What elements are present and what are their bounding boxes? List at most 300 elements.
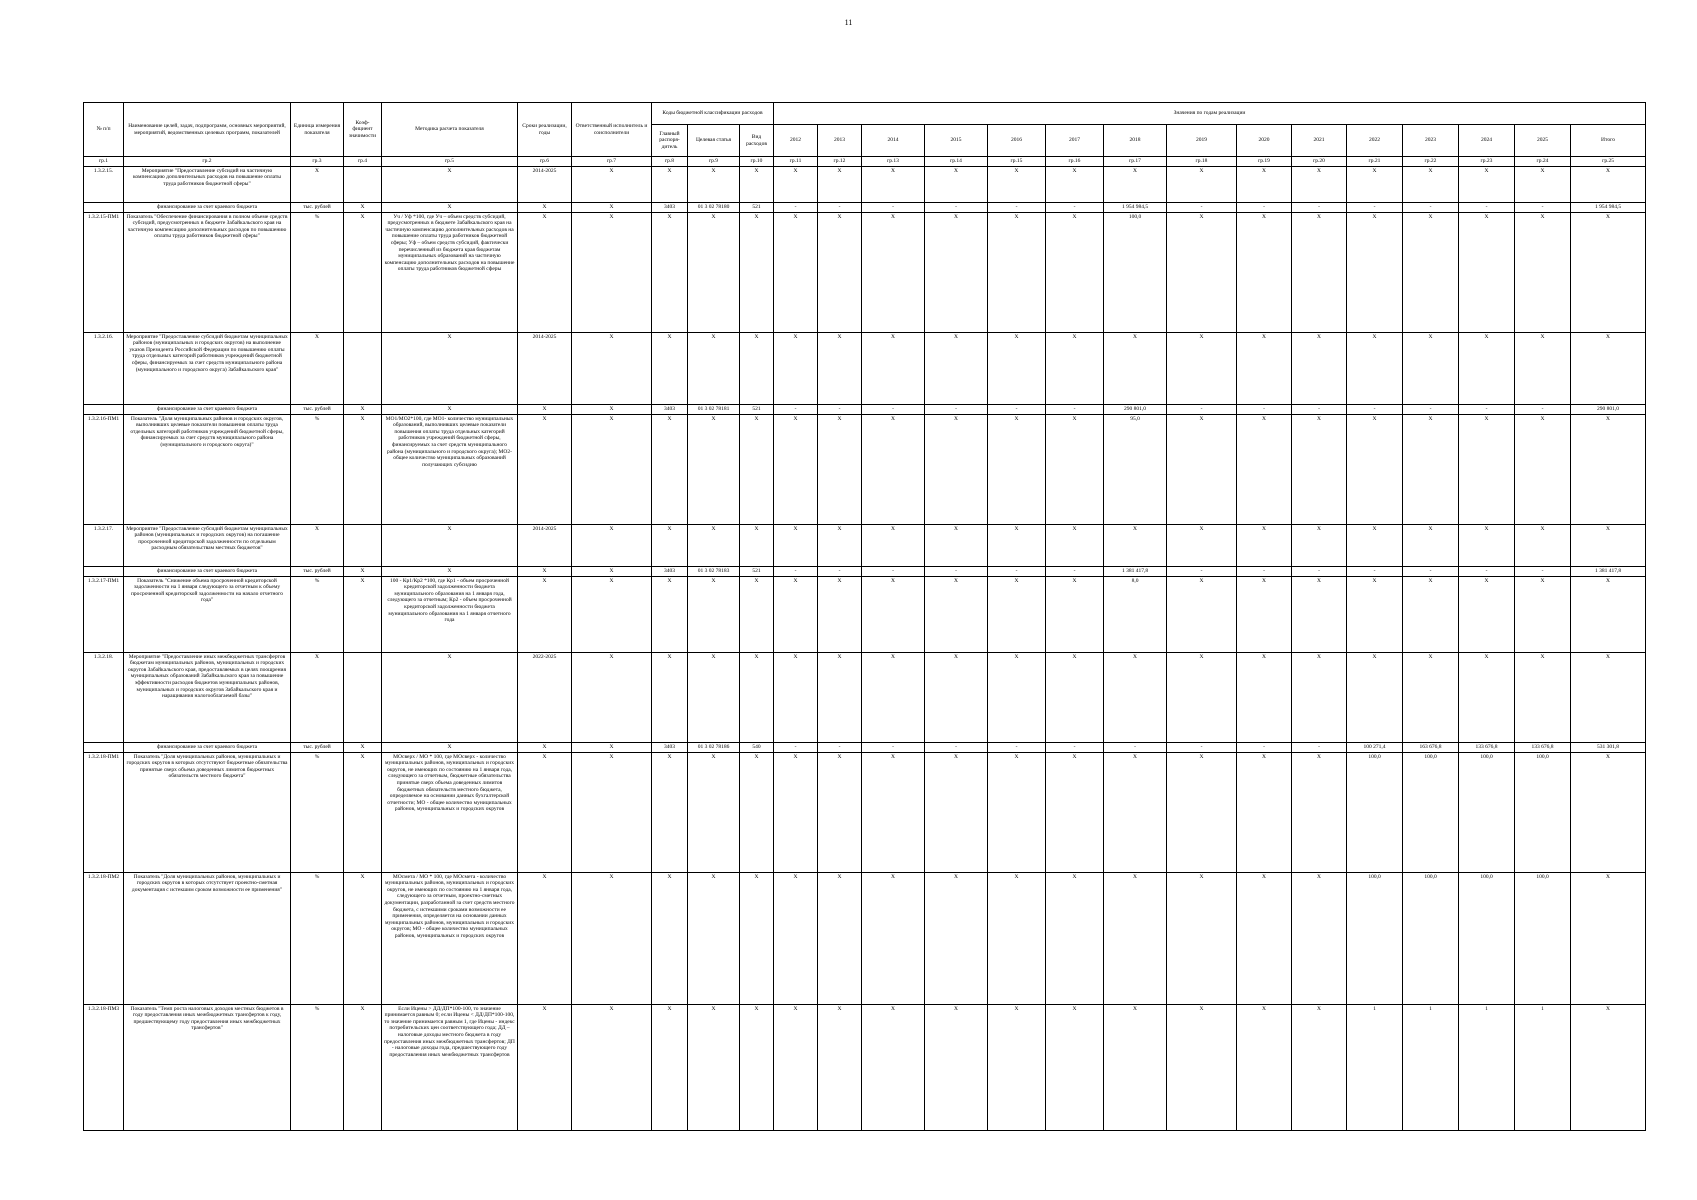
table-cell: X [925,332,988,404]
table-cell: - [818,566,862,576]
table-cell: X [1459,652,1515,742]
table-cell: X [1237,524,1292,566]
header-year: Итого [1571,125,1646,157]
table-cell: X [1237,166,1292,202]
table-cell: X [652,752,688,872]
table-cell: X [988,524,1046,566]
column-number: гр.8 [652,157,688,167]
table-cell: X [688,872,740,1004]
table-cell: - [988,404,1046,414]
table-cell: X [291,652,344,742]
table-cell: Показатель "Доля муниципальных районов и городских округов, выполнивших целевые показатели повышения оплаты труда отдельных категорий работников учреждений бюджетной сферы, финансируемых за счет средств муниципального района (муниципального и городского округа)" [124,414,291,524]
table-cell: - [862,742,925,752]
table-cell: X [1347,652,1403,742]
table-cell: X [518,202,572,212]
column-number: гр.17 [1104,157,1167,167]
table-cell: X [774,524,818,566]
table-cell: - [862,202,925,212]
table-cell: 1.3.2.18. [84,652,124,742]
table-row [84,524,1646,566]
column-number: гр.19 [1237,157,1292,167]
table-cell: X [774,332,818,404]
table-cell: X [1571,414,1646,524]
header-year: 2016 [988,125,1046,157]
table-cell: X [1292,332,1347,404]
table-cell: X [1237,1004,1292,1130]
table-cell: 100,0 [1459,752,1515,872]
table-cell: 1.3.2.17. [84,524,124,566]
table-cell: X [1347,576,1403,652]
table-cell: X [740,414,774,524]
table-cell: - [862,566,925,576]
table-cell: X [1347,166,1403,202]
table-cell: X [1167,332,1237,404]
table-cell: X [1347,414,1403,524]
table-cell [344,524,382,566]
table-cell: X [518,1004,572,1130]
table-cell [344,652,382,742]
table-cell: - [1167,742,1237,752]
table-cell: X [1403,212,1459,332]
table-cell: X [1046,1004,1104,1130]
table-cell: X [572,752,652,872]
header-name: Наименование целей, задач, подпрограмм, основных мероприятий, мероприятий, ведомственных целевых программ, показателей [124,103,291,157]
table-cell: X [572,202,652,212]
table-cell: X [291,332,344,404]
table-cell: X [572,1004,652,1130]
table-cell: 290 801,0 [1104,404,1167,414]
table-row [84,414,1646,524]
column-number: гр.15 [988,157,1046,167]
table-cell: X [1571,212,1646,332]
table-cell: - [925,202,988,212]
table-cell: 290 801,0 [1571,404,1646,414]
table-cell: - [1515,566,1571,576]
table-cell: X [572,332,652,404]
table-cell: X [652,524,688,566]
table-cell: Уч / Уф *100, где Уч – объем средств субсидий, предусмотренных в бюджете Забайкальского края на частичную компенсацию дополнительных расходов на повышение оплаты труда работников бюджетной сферы; Уф – объем средств субсидий, фактически перечисленный из бюджета края бюджетам муниципальных образований на частичную компенсацию дополнительных расходов на повышение оплаты труда работников бюджетной сферы [382,212,518,332]
table-cell: X [988,872,1046,1004]
table-cell: - [774,742,818,752]
table-cell: X [740,166,774,202]
table-cell: X [1459,524,1515,566]
table-cell: 1.3.2.16-ПМ1 [84,414,124,524]
table-cell: X [1571,524,1646,566]
table-cell: X [862,212,925,332]
table-cell: X [774,166,818,202]
table-cell: X [1046,212,1104,332]
table-cell: X [862,166,925,202]
table-cell: - [988,202,1046,212]
table-cell: X [1515,332,1571,404]
table-cell: 3403 [652,404,688,414]
table-cell: 1.3.2.18-ПМ1 [84,752,124,872]
table-cell: X [1347,524,1403,566]
table-cell: 01 3 02 78186 [688,742,740,752]
table-cell: X [1515,166,1571,202]
header-unit: Единица измерения показателя [291,103,344,157]
table-cell: X [572,576,652,652]
table-cell: X [1571,332,1646,404]
column-number: гр.20 [1292,157,1347,167]
table-cell: X [518,872,572,1004]
table-cell: 8,0 [1104,576,1167,652]
table-cell: X [1167,1004,1237,1130]
table-cell: X [818,332,862,404]
table-cell: X [572,212,652,332]
table-cell: X [1167,414,1237,524]
table-cell: X [688,652,740,742]
table-cell: 100,0 [1347,872,1403,1004]
table-cell: % [291,872,344,1004]
table-cell: X [1292,524,1347,566]
table-cell: 2014-2025 [518,166,572,202]
table-cell: финансирование за счет краевого бюджета [124,742,291,752]
table-cell: X [1104,1004,1167,1130]
header-main-manager: Главный распоря-дитель [652,125,688,157]
table-cell: X [818,1004,862,1130]
table-cell: X [1515,524,1571,566]
table-cell: X [774,652,818,742]
table-cell: X [1237,332,1292,404]
table-cell: X [1167,752,1237,872]
column-number: гр.5 [382,157,518,167]
table-cell: 3403 [652,566,688,576]
table-cell: 01 3 02 78180 [688,202,740,212]
table-cell: тыс. рублей [291,202,344,212]
table-cell: X [740,212,774,332]
table-cell: - [1459,566,1515,576]
table-cell: 1 [1459,1004,1515,1130]
table-cell: X [988,652,1046,742]
table-cell: Мероприятие "Предоставление субсидий бюджетам муниципальных районов (муниципальных и городских округов) на выполнение указов Президента Российской Федерации по повышению оплаты труда отдельных категорий работников учреждений бюджетной сферы, финансируемых за счет средств муниципального района (муниципального и городского округа) Забайкальского края" [124,332,291,404]
table-cell: X [1046,414,1104,524]
column-number: гр.6 [518,157,572,167]
table-cell: X [652,652,688,742]
table-cell: финансирование за счет краевого бюджета [124,404,291,414]
table-cell: 1.3.2.15-ПМ1 [84,212,124,332]
table-cell: X [518,404,572,414]
table-cell: X [688,166,740,202]
table-cell: X [818,524,862,566]
table-cell: X [652,166,688,202]
table-cell: X [925,414,988,524]
table-cell: % [291,576,344,652]
table-cell: X [382,404,518,414]
column-number: гр.24 [1515,157,1571,167]
header-num: № п/п [84,103,124,157]
table-cell: X [688,212,740,332]
header-year: 2013 [818,125,862,157]
table-cell: X [344,414,382,524]
table-cell: - [1459,404,1515,414]
table-cell: X [818,576,862,652]
table-cell: X [1403,414,1459,524]
table-cell: X [344,202,382,212]
table-cell: X [518,742,572,752]
table-cell: X [518,576,572,652]
table-cell: X [862,652,925,742]
table-cell: X [1292,212,1347,332]
table-cell: Если Ицены > ДД/ДП*100-100, то значение принимается равным 0; если Ицены < ДД/ДП*100-100, то значение принимается равным 1, где Ицены - индекс потребительских цен соответствующего года; ДД – налоговые доходы местного бюджета в году предоставления иных межбюджетных трансфертов; ДП - налоговые доходы года, предшествующего году предоставления иных межбюджетных трансфертов [382,1004,518,1130]
table-row [84,752,1646,872]
column-number: гр.12 [818,157,862,167]
table-cell: - [1292,742,1347,752]
table-cell: X [1237,752,1292,872]
table-cell: - [1104,742,1167,752]
table-cell: X [862,524,925,566]
table-cell: X [518,212,572,332]
table-cell: % [291,414,344,524]
table-cell: X [572,872,652,1004]
header-expense-type: Вид расходов [740,125,774,157]
table-row [84,872,1646,1004]
header-year: 2023 [1403,125,1459,157]
table-cell: 2022-2025 [518,652,572,742]
table-cell: X [1237,652,1292,742]
table-cell [344,166,382,202]
table-cell: X [688,576,740,652]
table-cell: X [688,414,740,524]
table-cell: - [1347,566,1403,576]
column-number: гр.2 [124,157,291,167]
table-cell: X [518,566,572,576]
table-cell: 100,0 [1515,752,1571,872]
header-year: 2012 [774,125,818,157]
table-cell: тыс. рублей [291,404,344,414]
table-cell: - [1237,202,1292,212]
table-row [84,652,1646,742]
table-cell: X [1104,166,1167,202]
header-year: 2021 [1292,125,1347,157]
table-cell: X [818,166,862,202]
table-cell: X [572,166,652,202]
table-cell: X [1292,166,1347,202]
column-number: гр.10 [740,157,774,167]
table-cell: X [925,212,988,332]
table-cell: X [862,872,925,1004]
table-cell: X [925,752,988,872]
table-cell: X [862,1004,925,1130]
table-cell: X [1237,414,1292,524]
table-cell: X [1237,576,1292,652]
table-cell: X [572,414,652,524]
table-cell: X [1046,524,1104,566]
table-cell: X [688,332,740,404]
table-cell: X [1515,212,1571,332]
table-cell: 95,0 [1104,414,1167,524]
table-cell: 3403 [652,202,688,212]
table-cell: X [1237,872,1292,1004]
table-cell: X [1167,652,1237,742]
table-cell: X [1292,872,1347,1004]
column-number-row [84,157,1646,167]
table-cell: X [774,752,818,872]
table-cell: X [740,752,774,872]
table-cell: % [291,1004,344,1130]
table-cell: X [1167,872,1237,1004]
table-cell: X [774,212,818,332]
table-cell: X [1571,1004,1646,1130]
table-cell [84,742,124,752]
table-cell: - [925,742,988,752]
table-cell: X [382,652,518,742]
table-cell: 01 3 02 78181 [688,404,740,414]
table-cell: 100,0 [1347,752,1403,872]
table-cell: X [572,566,652,576]
header-year: 2015 [925,125,988,157]
table-cell: 521 [740,566,774,576]
table-cell: X [1292,1004,1347,1130]
table-cell: X [988,212,1046,332]
table-cell: X [1403,576,1459,652]
table-cell [84,202,124,212]
table-cell: МОсверх / МО * 100, где МОсверх - количество муниципальных районов, муниципальных и городских округов, не имеющих по состоянию на 1 января года, следующего за отчетным, бюджетные обязательства принятые сверх объема доведенных лимитов бюджетных обязательств местного бюджета, определяемое на основании данных бухгалтерской отчетности; МО - общее количество муниципальных районов, муниципальных и городских округов [382,752,518,872]
table-cell: X [818,414,862,524]
table-cell: X [1347,212,1403,332]
table-cell: X [774,1004,818,1130]
table-cell: X [1403,332,1459,404]
header-values: Значения по годам реализации [774,103,1646,125]
table-cell: 521 [740,404,774,414]
table-cell: X [1403,166,1459,202]
table-cell: 1.3.2.17-ПМ1 [84,576,124,652]
table-cell: X [1459,414,1515,524]
table-cell: X [1571,166,1646,202]
header-coef: Коэф-фициент значимости [344,103,382,157]
table-cell: - [1515,404,1571,414]
table-cell: 2014-2025 [518,332,572,404]
table-cell: X [1292,414,1347,524]
column-number: гр.4 [344,157,382,167]
table-cell: - [1167,404,1237,414]
table-cell: - [818,202,862,212]
header-year: 2017 [1046,125,1104,157]
table-row [84,1004,1646,1130]
table-cell: 531 301,8 [1571,742,1646,752]
table-cell: - [1046,742,1104,752]
page-number: 11 [844,18,853,27]
table-cell: - [818,404,862,414]
table-cell: Мероприятие "Предоставление иных межбюджетных трансфертов бюджетам муниципальных районов, муниципальных и городских округов Забайкальского края, предоставляемых в целях поощрения муниципальных образований Забайкальского края за повышение эффективности расходов бюджетов муниципальных районов, муниципальных и городских округов Забайкальского края и наращивания налогооблагаемой базы" [124,652,291,742]
table-cell: - [1167,202,1237,212]
table-cell: X [818,872,862,1004]
table-cell: X [988,1004,1046,1130]
header-budget-codes: Коды бюджетной классификации расходов [652,103,774,125]
table-cell: - [1237,404,1292,414]
table-cell: - [1403,566,1459,576]
column-number: гр.22 [1403,157,1459,167]
column-number: гр.7 [572,157,652,167]
table-cell: X [1459,166,1515,202]
header-year: 2019 [1167,125,1237,157]
table-cell: - [988,566,1046,576]
header-target-article: Целевая статья [688,125,740,157]
table-cell: 1 381 417,8 [1571,566,1646,576]
table-cell: - [1292,404,1347,414]
table-cell: X [344,212,382,332]
table-row [84,332,1646,404]
table-cell: X [652,872,688,1004]
table-cell: X [652,1004,688,1130]
table-cell: - [1046,566,1104,576]
table-cell: X [1515,652,1571,742]
table-cell: МО1/МО2*100, где МО1- количество муниципальных образований, выполнивших целевые показатели повышения оплаты труда отдельных категорий работников учреждений бюджетной сферы, финансируемых за счет средств муниципального района (муниципального и городского округа); МО2- общее количество муниципальных образований получающих субсидию [382,414,518,524]
table-cell: 100 271,4 [1347,742,1403,752]
table-cell: X [344,566,382,576]
table-cell: X [1046,576,1104,652]
table-cell: X [1292,752,1347,872]
table-cell: X [688,524,740,566]
table-cell: X [740,872,774,1004]
table-cell: % [291,212,344,332]
table-cell: X [818,652,862,742]
header-method: Методика расчета показателя [382,103,518,157]
table-cell: - [988,742,1046,752]
table-cell: X [862,332,925,404]
table-cell: X [1167,524,1237,566]
table-cell: - [862,404,925,414]
header-year: 2025 [1515,125,1571,157]
table-cell: - [774,566,818,576]
table-cell: 133 676,8 [1459,742,1515,752]
table-cell: Показатель "Темп роста налоговых доходов местных бюджетов в году предоставления иных межбюджетных трансфертов к году, предшествующему году предоставления иных межбюджетных трансфертов" [124,1004,291,1130]
table-cell: X [1571,576,1646,652]
table-cell: - [1347,404,1403,414]
table-cell [344,332,382,404]
table-cell: Показатель "Доля муниципальных районов, муниципальных и городских округов в которых отсутствуют бюджетные обязательства принятые сверх объема доведенных лимитов бюджетных обязательств местного бюджета" [124,752,291,872]
table-cell: 1 [1515,1004,1571,1130]
table-cell: X [925,524,988,566]
table-cell: X [1403,652,1459,742]
column-number: гр.3 [291,157,344,167]
table-cell: X [740,576,774,652]
table-cell: X [344,1004,382,1130]
table-cell: 540 [740,742,774,752]
table-cell: - [1237,566,1292,576]
table-cell: X [688,1004,740,1130]
table-row [84,576,1646,652]
table-cell: X [518,414,572,524]
table-cell: 2014-2025 [518,524,572,566]
table-cell: X [925,1004,988,1130]
table-cell: МОсмета / МО * 100, где МОсмета - количество муниципальных районов, муниципальных и городских округов, не имеющих по состоянию на 1 января года, следующего за отчетным, проектно-сметных документации, разработанной за счет средств местного бюджета, с истекшими сроками возможности ее применения, определяется на основании данных муниципальных районов, муниципальных и городских округов; МО - общее количество муниципальных районов, муниципальных и городских округов [382,872,518,1004]
table-cell: - [1167,566,1237,576]
table-cell: X [988,166,1046,202]
table-cell: Показатель "Доля муниципальных районов, муниципальных и городских округов в которых отсутствует проектно-сметная документация с истекшим сроком возможности ее применения" [124,872,291,1004]
table-cell: X [382,202,518,212]
table-cell: - [1403,404,1459,414]
table-cell: тыс. рублей [291,742,344,752]
table-cell: 100,0 [1515,872,1571,1004]
table-cell: X [1104,872,1167,1004]
table-cell: Показатель "Обеспечение финансирования в полном объеме средств субсидий, предусмотренных в бюджете Забайкальского края на частичную компенсацию дополнительных расходов по повышению оплаты труда работников бюджетной сферы" [124,212,291,332]
table-cell: X [862,576,925,652]
table-cell: - [1515,202,1571,212]
table-cell: X [1104,652,1167,742]
table-cell: X [652,212,688,332]
table-cell: Мероприятие "Предоставление субсидий на частичную компенсацию дополнительных расходов на повышение оплаты труда работников бюджетной сферы" [124,166,291,202]
column-number: гр.14 [925,157,988,167]
table-cell: - [1459,202,1515,212]
table-cell: 100,0 [1403,752,1459,872]
table-cell: - [1237,742,1292,752]
table-cell: X [688,752,740,872]
table-cell: - [1403,202,1459,212]
table-cell: X [740,332,774,404]
table-cell [84,566,124,576]
table-cell: - [1046,404,1104,414]
